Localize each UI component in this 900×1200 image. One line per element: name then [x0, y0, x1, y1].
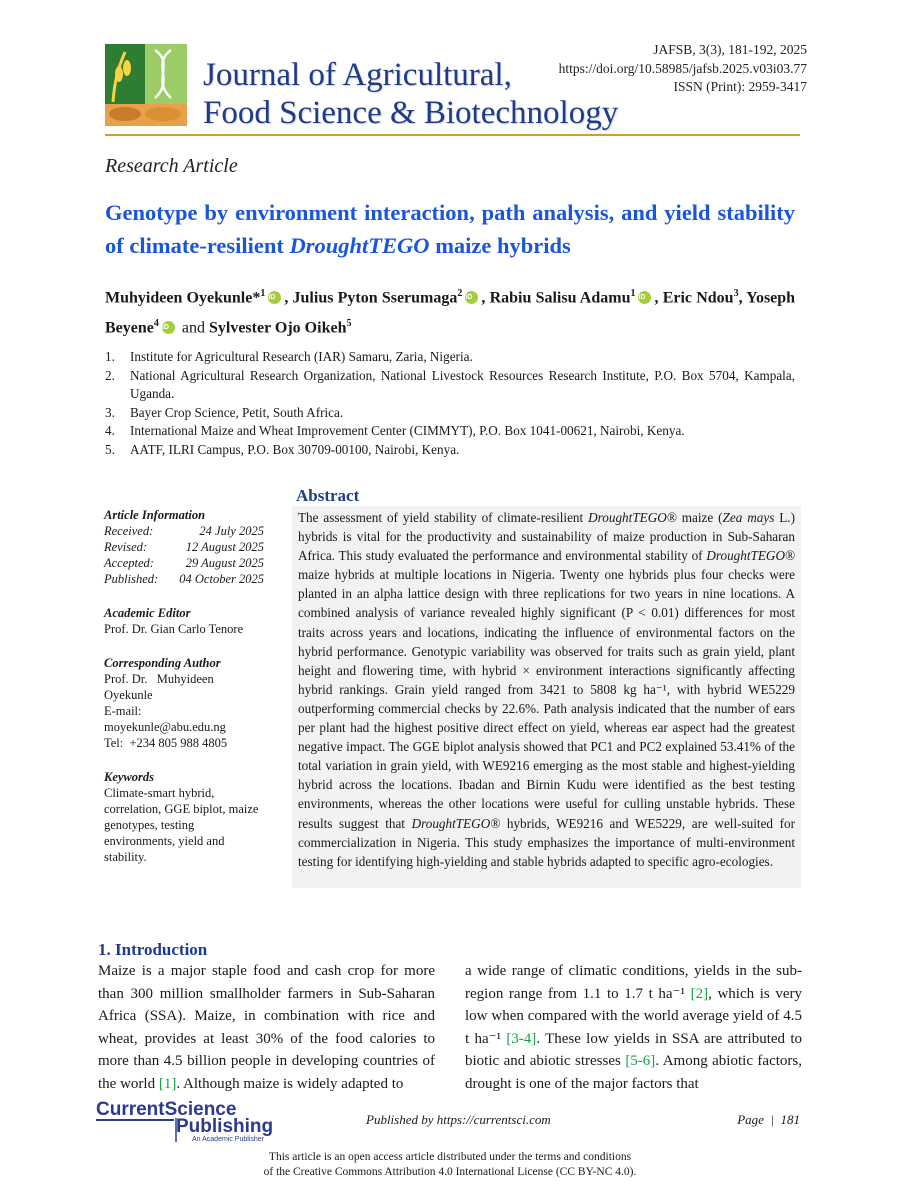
- author-affil-sup: 2: [457, 288, 463, 299]
- title-part2: maize hybrids: [429, 233, 571, 258]
- page-label: Page: [737, 1112, 764, 1127]
- journal-name-line2: Food Science & Biotechnology: [203, 95, 619, 131]
- citation-link[interactable]: [5-6]: [625, 1053, 656, 1069]
- page-number: [737, 1112, 800, 1128]
- header-rule: [105, 134, 800, 136]
- article-info-heading: Article Information: [104, 508, 206, 522]
- article-sidebar: [104, 507, 264, 883]
- page-separator: |: [770, 1112, 774, 1127]
- date-label: Received:: [104, 524, 154, 538]
- affiliation-item: [105, 441, 795, 460]
- intro-column-right: [465, 960, 802, 1095]
- orcid-icon[interactable]: [638, 291, 651, 304]
- keywords-text: Climate-smart hybrid, correlation, GGE biplot, maize genotypes, testing environments, yield and stability.: [104, 786, 259, 864]
- article-type: Research Article: [105, 155, 238, 177]
- date-value: 04 October 2025: [179, 572, 264, 586]
- article-info: [104, 507, 264, 587]
- date-value: 24 July 2025: [199, 524, 264, 538]
- affiliation-item: [105, 348, 795, 367]
- abstract-italic: DroughtTEGO®: [588, 510, 677, 525]
- date-row: [104, 523, 264, 539]
- journal-meta: [559, 41, 807, 97]
- license-line: of the Creative Commons Attribution 4.0 International License (CC BY-NC 4.0).: [263, 1166, 637, 1178]
- license-line: This article is an open access article distributed under the terms and conditions: [268, 1151, 632, 1163]
- affiliation-text: National Agricultural Research Organization, National Livestock Resources Research Institute, P.O. Box 5704, Kampala, Uganda.: [130, 367, 795, 401]
- affiliation-num: 3.: [105, 404, 115, 420]
- corresponding-author-name-cont: Oyekunle: [104, 688, 153, 702]
- introduction-heading: 1. Introduction: [98, 940, 208, 959]
- abstract-seg: The assessment of yield stability of climate-resilient: [298, 510, 589, 525]
- abstract-seg: L.) hybrids is vital for the productivity and sustainability of maize production in Sub-Saharan Africa. This study evaluated the performance and environmental stability of: [298, 510, 795, 564]
- abstract-seg: maize (: [676, 510, 723, 525]
- author-affil-sup: 5: [346, 318, 352, 330]
- date-value: 29 August 2025: [185, 556, 264, 570]
- page-num: 181: [780, 1112, 800, 1127]
- abstract-italic: DroughtTEGO®: [411, 815, 501, 831]
- email-label: E-mail:: [104, 704, 142, 718]
- keywords-heading: Keywords: [104, 770, 154, 784]
- intro-text: , which is very low when compared with the world average yield of 4.5 t ha⁻¹: [465, 985, 802, 1047]
- affiliation-num: 5.: [105, 441, 115, 457]
- author-name: Muhyideen Oyekunle*: [105, 289, 261, 307]
- author-affil-sup: 3: [733, 288, 739, 299]
- telephone: Tel: +234 805 988 4805: [104, 736, 228, 750]
- abstract-seg: maize hybrids at multiple locations in Nigeria. Twenty one hybrids plus four checks were planted in an alpha lattice design with three replications for two years in nine locations. A combined analysis of variance revealed highly significant (P < 0.01) differences for most traits across years and locations, indicating the influence of environmental factors on the hybrid performance. Genotypic variability was observed for traits such as grain yield, plant height and flowering time, with hybrid × environment interactions significantly affecting hybrid rankings. Grain yield ranged from 3421 to 5808 kg ha⁻¹, with hybrid WE5229 outperforming commercial checks by 22.6%. Path analysis indicated that the number of ears per plant had the highest positive direct effect on yield, whereas ear aspect had the greatest negative impact. The GGE biplot analysis showed that PC1 and PC2 explained 53.41% of the total variation in grain yield, with WE9216 emerging as the most stable and highest-yielding hybrid across the locations. Ibadan and Birnin Kudu were identified as the best testing environments, whereas the other locations were useful for culling unstable hybrids. These results suggest that: [298, 567, 795, 831]
- date-value: 12 August 2025: [185, 540, 264, 554]
- abstract-heading: Abstract: [296, 486, 360, 505]
- date-label: Revised:: [104, 540, 148, 554]
- affiliation-item: [105, 367, 795, 404]
- intro-text: a wide range of climatic conditions, yields in the sub-region range from 1.1 to 1.7 t ha⁻¹: [465, 963, 802, 1002]
- title-italic: DroughtTEGO: [289, 233, 430, 258]
- affiliation-num: 2.: [105, 367, 115, 383]
- date-label: Published:: [104, 572, 159, 586]
- author-name: Yoseph Beyene: [105, 289, 796, 337]
- intro-text: . These low yields in SSA are attributed to biotic and abiotic stresses: [465, 1030, 802, 1069]
- journal-name: [203, 56, 618, 132]
- author-name: Sylvester Ojo Oikeh: [208, 319, 347, 337]
- academic-editor-heading: Academic Editor: [104, 606, 191, 620]
- email-link[interactable]: moyekunle@abu.edu.ng: [104, 720, 226, 734]
- corresponding-author: [104, 655, 264, 751]
- intro-text: Maize is a major staple food and cash crop for more than 300 million smallholder farmers in Sub-Saharan Africa (SSA). Maize, in combination with rice and wheat, provides at least 30% of the food calories to more than 4.5 billion people in developing countries of the world: [98, 963, 435, 1092]
- date-row: [104, 555, 264, 571]
- publisher-tagline: An Academic Publisher: [192, 1136, 264, 1142]
- title-part1: Genotype by environment interaction, path analysis, and yield stability of climate-resilient: [105, 200, 795, 258]
- citation-link[interactable]: [3-4]: [506, 1030, 537, 1047]
- affiliation-item: [105, 404, 795, 423]
- orcid-icon[interactable]: [268, 291, 281, 304]
- corresponding-author-name: Prof. Dr. Muhyideen: [104, 672, 214, 686]
- date-row: [104, 539, 264, 555]
- affiliation-item: [105, 422, 795, 441]
- affiliation-text: AATF, ILRI Campus, P.O. Box 30709-00100, Nairobi, Kenya.: [130, 441, 460, 457]
- publisher-logo-line2: Publishing: [176, 1116, 274, 1137]
- affiliation-num: 1.: [105, 349, 115, 364]
- citation-link[interactable]: [1]: [158, 1075, 177, 1092]
- publisher-logo: [96, 1098, 296, 1142]
- author-list: Muhyideen Oyekunle*$^1$iD , Julius Pyton Sserumaga$^2$iD , Rabiu Salisu Adamu$^1$iD , Eric Ndou$^3$, Yoseph Beyene$^4$iD and Sylvester Ojo Oikeh$^5$: [105, 281, 795, 342]
- abstract-italic: Zea mays: [722, 510, 775, 525]
- author-affil-sup: 1: [260, 288, 266, 299]
- license-notice: [0, 1150, 900, 1180]
- issn: ISSN (Print): 2959-3417: [673, 79, 807, 94]
- citation-link[interactable]: [2]: [690, 985, 709, 1002]
- authors-and: and: [181, 319, 205, 337]
- orcid-icon[interactable]: [162, 321, 175, 334]
- academic-editor: [104, 605, 264, 637]
- affiliation-text: International Maize and Wheat Improvement Center (CIMMYT), P.O. Box 1041-00621, Nairobi, Kenya.: [130, 423, 685, 438]
- affiliation-text: Bayer Crop Science, Petit, South Africa.: [130, 404, 344, 420]
- publisher-logo-line1: CurrentScience: [96, 1099, 237, 1120]
- author-name: Rabiu Salisu Adamu: [489, 289, 631, 307]
- orcid-icon[interactable]: [465, 291, 478, 304]
- keywords: [104, 769, 264, 865]
- abstract-text: [298, 508, 795, 871]
- published-by: Published by https://currentsci.com: [366, 1112, 551, 1127]
- author-name: Eric Ndou: [662, 289, 734, 307]
- affiliation-text: Institute for Agricultural Research (IAR) Samaru, Zaria, Nigeria.: [130, 349, 473, 364]
- journal-name-line1: Journal of Agricultural,: [203, 57, 512, 93]
- abstract-box: [292, 506, 801, 888]
- author-name: Julius Pyton Sserumaga: [292, 289, 458, 307]
- doi-link[interactable]: https://doi.org/10.58985/jafsb.2025.v03i03.77: [558, 60, 807, 76]
- abstract-italic: DroughtTEGO®: [706, 548, 795, 564]
- corresponding-author-heading: Corresponding Author: [104, 656, 221, 670]
- date-label: Accepted:: [104, 556, 154, 570]
- intro-column-left: [98, 960, 435, 1095]
- author-affil-sup: 4: [153, 318, 159, 330]
- abstract-seg: hybrids, WE9216 and WE5229, are well-suited for commercialization in Nigeria. This study emphasizes the importance of multi-environment testing for identifying high-yielding and stable hybrids adapted to specific agro-ecologies.: [298, 815, 795, 869]
- academic-editor-name: Prof. Dr. Gian Carlo Tenore: [104, 622, 244, 636]
- author-affil-sup: 1: [630, 288, 636, 299]
- affiliation-num: 4.: [105, 423, 115, 438]
- journal-logo: [105, 44, 187, 126]
- intro-text: . Among abiotic factors, drought is one of the major factors that: [465, 1053, 802, 1092]
- intro-text: . Although maize is widely adapted to: [176, 1075, 404, 1092]
- date-row: [104, 571, 264, 587]
- citation: JAFSB, 3(3), 181-192, 2025: [653, 42, 807, 57]
- affiliations: [105, 348, 795, 459]
- article-title: [105, 196, 795, 262]
